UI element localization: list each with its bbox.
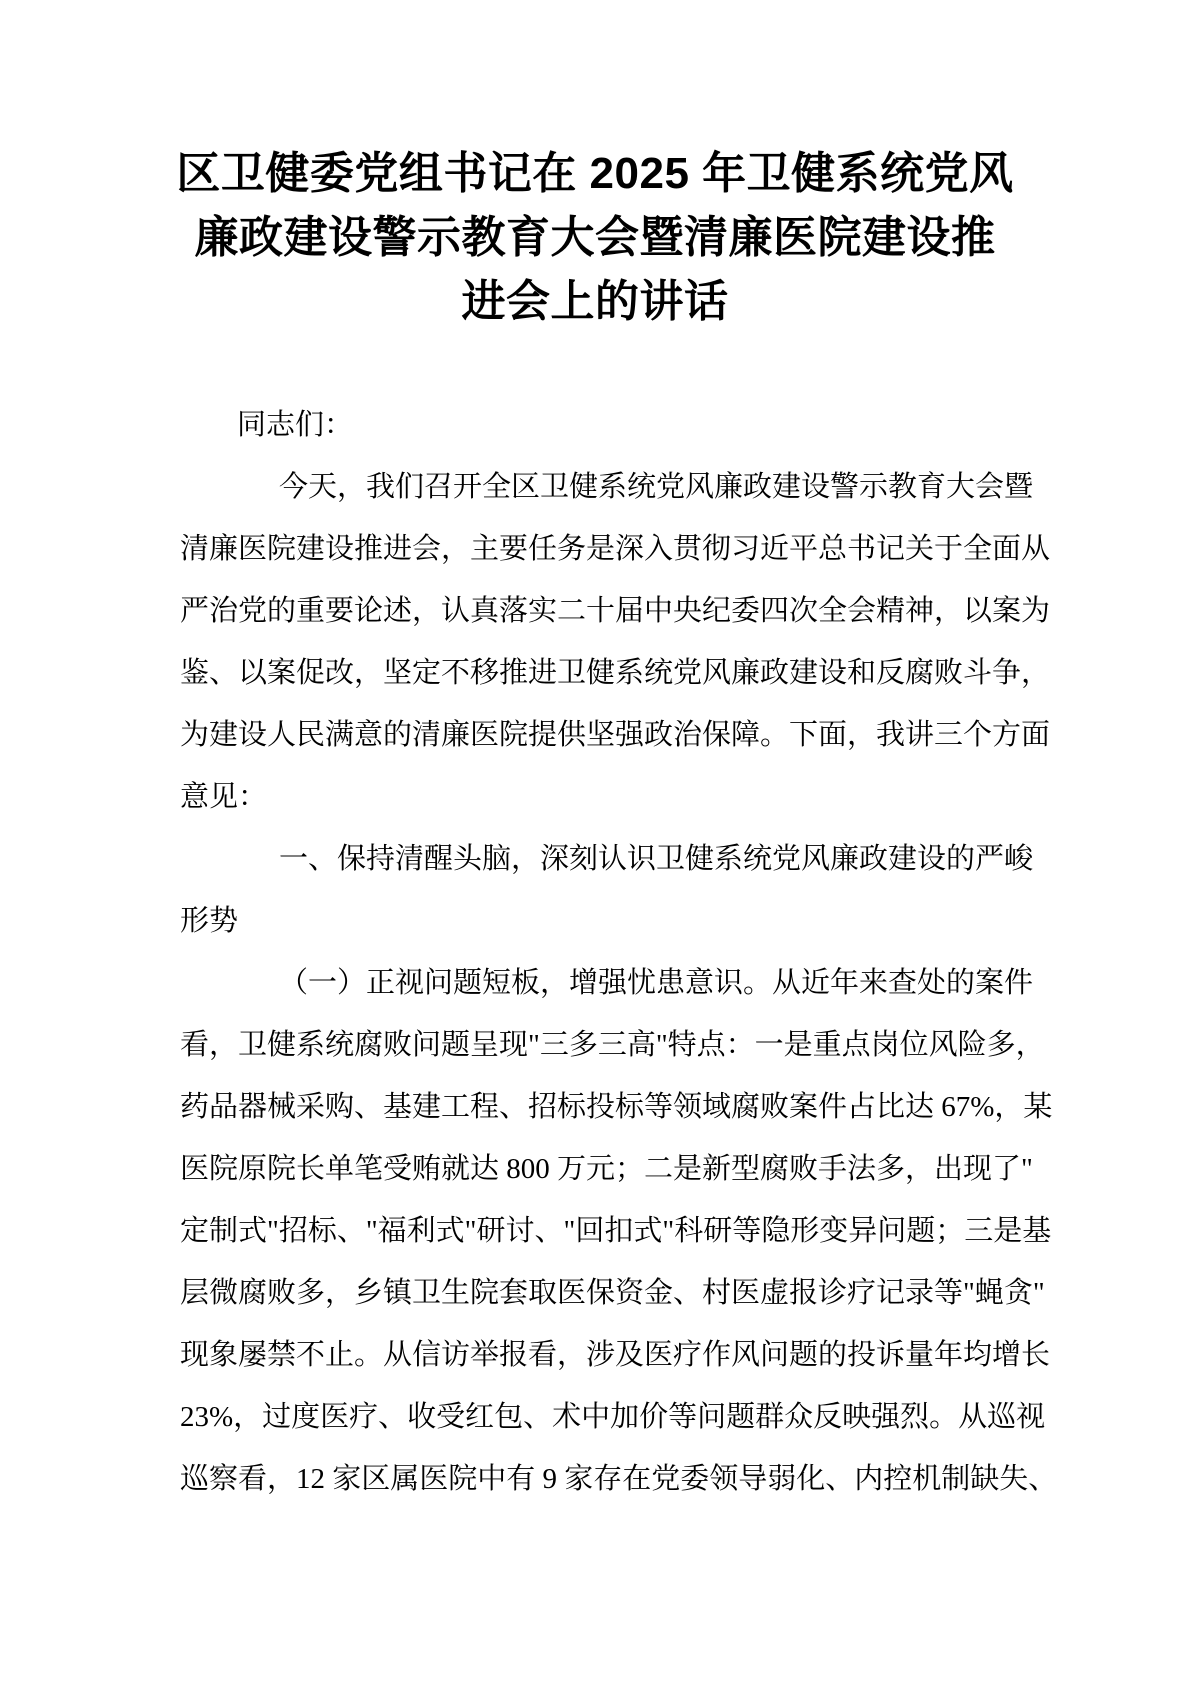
document-title (110, 142, 1080, 334)
text-line: 巡察看，12 家区属医院中有 9 家存在党委领导弱化、内控机制缺失、 (180, 1463, 1058, 1495)
text-line: 鉴、以案促改，坚定不移推进卫健系统党风廉政建设和反腐败斗争， (180, 657, 1051, 689)
title-line-3: 进会上的讲话 (461, 277, 729, 326)
title-line-2: 廉政建设警示教育大会暨清廉医院建设推 (194, 213, 996, 262)
text-line: 一、保持清醒头脑，深刻认识卫健系统党风廉政建设的严峻 (279, 843, 1034, 875)
text-line: 现象屡禁不止。从信访举报看，涉及医疗作风问题的投诉量年均增长 (180, 1339, 1051, 1371)
paragraph-intro (180, 456, 1051, 828)
text-line: 形势 (180, 905, 239, 937)
text-line: 医院原院长单笔受贿就达 800 万元；二是新型腐败手法多，出现了" (180, 1153, 1033, 1185)
text-line: 清廉医院建设推进会，主要任务是深入贯彻习近平总书记关于全面从 (180, 533, 1051, 565)
title-line-1: 区卫健委党组书记在 2025 年卫健系统党风 (176, 149, 1014, 198)
paragraph-salutation (180, 394, 1014, 456)
text-line: 为建设人民满意的清廉医院提供坚强政治保障。下面，我讲三个方面 (180, 719, 1051, 751)
text-line: 意见： (180, 781, 268, 813)
text-line: 23%，过度医疗、收受红包、术中加价等问题群众反映强烈。从巡视 (180, 1401, 1046, 1433)
section-heading-1 (180, 828, 1034, 952)
text-line: 今天，我们召开全区卫健系统党风廉政建设警示教育大会暨 (279, 471, 1034, 503)
paragraph-section-1-1 (180, 952, 1058, 1510)
text-line: 看，卫健系统腐败问题呈现"三多三高"特点：一是重点岗位风险多， (180, 1029, 1045, 1061)
text-line: 同志们： (237, 409, 354, 441)
text-line: 层微腐败多，乡镇卫生院套取医保资金、村医虚报诊疗记录等"蝇贪" (180, 1277, 1045, 1309)
text-line: 定制式"招标、"福利式"研讨、"回扣式"科研等隐形变异问题；三是基 (180, 1215, 1052, 1247)
document-body (180, 394, 1058, 1510)
text-line: （一）正视问题短板，增强忧患意识。从近年来查处的案件 (279, 967, 1034, 999)
text-line: 药品器械采购、基建工程、招标投标等领域腐败案件占比达 67%，某 (180, 1091, 1053, 1123)
text-line: 严治党的重要论述，认真落实二十届中央纪委四次全会精神，以案为 (180, 595, 1051, 627)
